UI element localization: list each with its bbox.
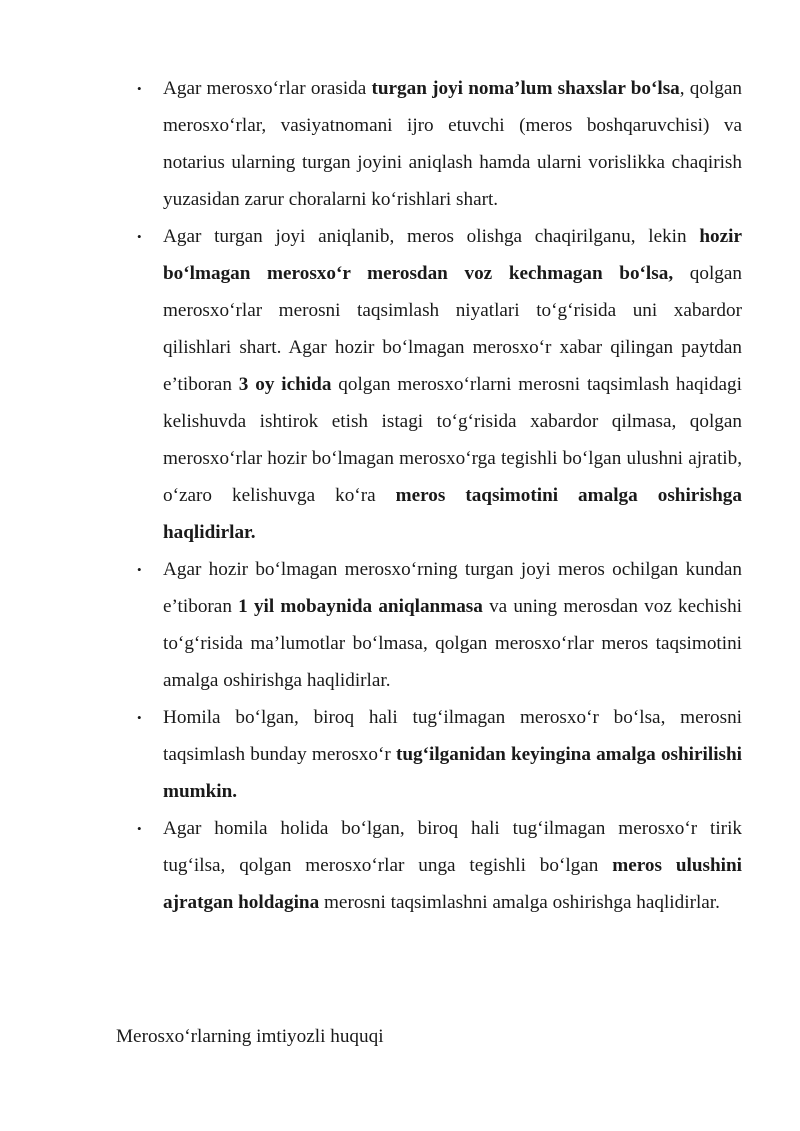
item-text: Agar homila holida bo‘lgan, biroq hali tug‘ilmagan merosxo‘r tirik tug‘ilsa, qolgan merosxo‘rlar unga tegishli bo‘lgan [163, 818, 742, 876]
item-text: Agar merosxo‘rlar orasida [163, 78, 372, 99]
bullet-list [134, 70, 742, 921]
list-item [134, 551, 742, 699]
section-heading: Merosxo‘rlarning imtiyozli huquqi [116, 1026, 384, 1047]
item-text: qolgan merosxo‘rlarni merosni taqsimlash haqidagi kelishuvda ishtirok etish istagi to‘g‘risida xabardor qilmasa, qolgan merosxo‘rlar hozir bo‘lmagan merosxo‘rga tegishli bo‘lgan ulushni ajratib, o‘zaro kelishuvga ko‘ra [163, 374, 742, 506]
item-text: Homila bo‘lgan, biroq hali tug‘ilmagan merosxo‘r bo‘lsa, merosni taqsimlash bunday merosxo‘r [163, 707, 742, 765]
item-bold-text: hozir bo‘lmagan merosxo‘r merosdan voz kechmagan bo‘lsa, [163, 226, 742, 284]
item-text: qolgan merosxo‘rlar merosni taqsimlash niyatlari to‘g‘risida uni xabardor qilishlari shart. Agar hozir bo‘lmagan merosxo‘r xabar qilingan paytdan e’tiboran [163, 263, 742, 395]
item-bold-text: 3 oy ichida [238, 374, 332, 395]
list-item [134, 699, 742, 810]
item-text: merosni taqsimlashni amalga oshirishga haqlidirlar. [319, 892, 720, 913]
list-item [134, 218, 742, 551]
bullet-icon: • [137, 229, 142, 244]
item-bold-text: turgan joyi noma’lum shaxslar bo‘lsa [371, 78, 680, 99]
item-text: Agar turgan joyi aniqlanib, meros olishga chaqirilganu, lekin [163, 226, 700, 247]
item-bold-text: 1 yil mobaynida aniqlanmasa [238, 596, 483, 617]
bullet-icon: • [137, 710, 142, 725]
item-bold-text: meros ulushini ajratgan holdagina [163, 855, 743, 913]
bullet-icon: • [137, 821, 142, 836]
bullet-icon: • [137, 81, 142, 96]
item-bold-text: meros taqsimotini amalga oshirishga haqlidirlar. [163, 485, 742, 543]
item-text: , qolgan merosxo‘rlar, vasiyatnomani ijro etuvchi (meros boshqaruvchisi) va notarius ularning turgan joyini aniqlash hamda ularni vorislikka chaqirish yuzasidan zarur choralarni ko‘rishlari shart. [163, 78, 743, 210]
item-text: Agar hozir bo‘lmagan merosxo‘rning turgan joyi meros ochilgan kundan e’tiboran [163, 559, 742, 617]
item-text: va uning merosdan voz kechishi to‘g‘risida ma’lumotlar bo‘lmasa, qolgan merosxo‘rlar meros taqsimotini amalga oshirishga haqlidirlar. [163, 596, 743, 691]
bullet-icon: • [137, 562, 142, 577]
item-bold-text: tug‘ilganidan keyingina amalga oshirilishi mumkin. [163, 744, 742, 802]
list-item [134, 810, 742, 921]
list-item [134, 70, 742, 218]
